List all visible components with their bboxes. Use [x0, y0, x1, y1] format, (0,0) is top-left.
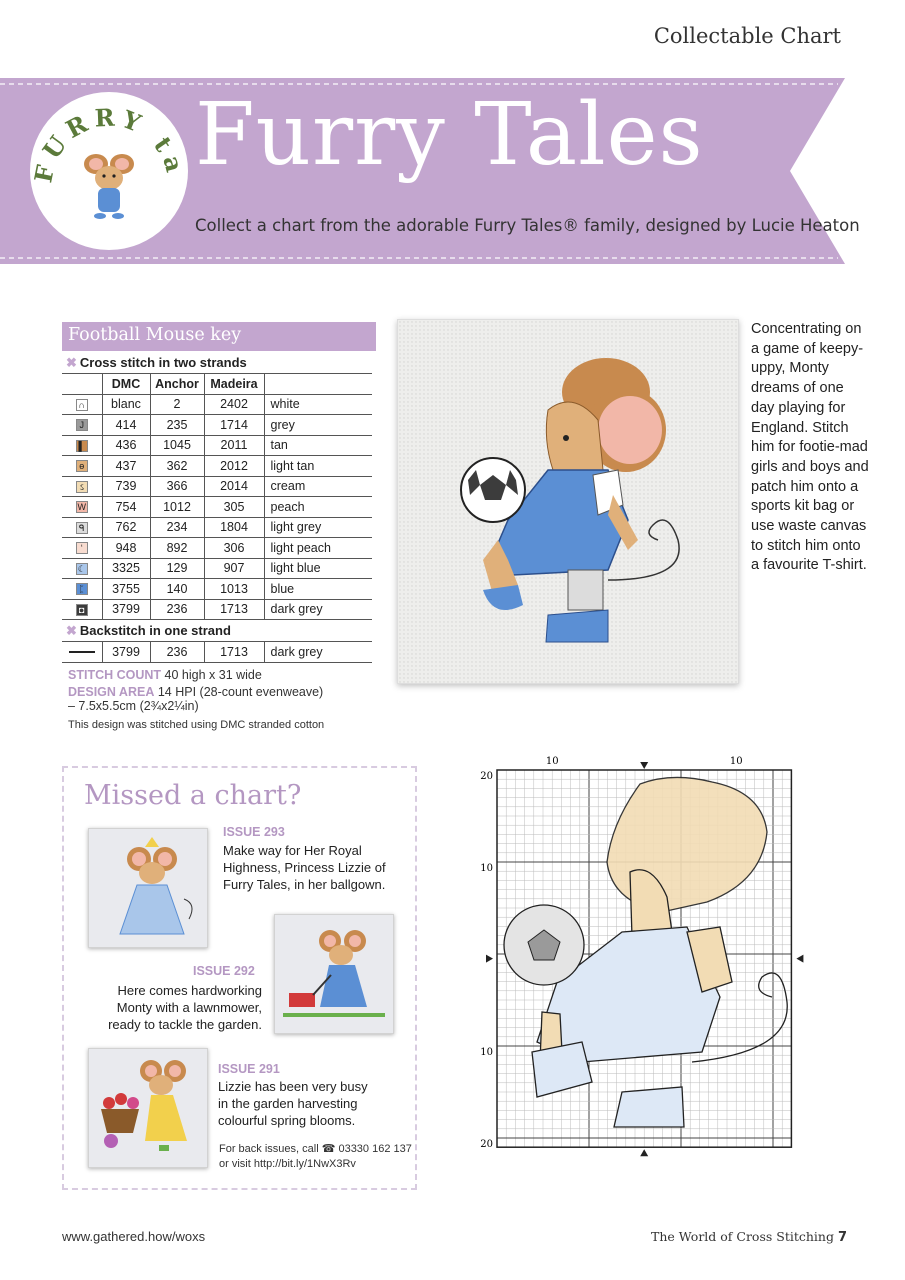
lawnmower-mouse-image: [275, 915, 393, 1033]
page-number: 7: [837, 1230, 847, 1245]
chart-artwork: [504, 777, 787, 1127]
thread-symbol-icon: W: [77, 502, 86, 513]
chart-description: Concentrating on a game of keepy-uppy, Monty dreams of one day playing for England. Stitch him for footie-mad girls and boys and patch him onto a sports kit bag or use waste canvas to stitch him onto a favourite T-shirt.: [751, 321, 869, 574]
key-row: J 414 235 1714 grey: [62, 415, 372, 436]
chart-top-label: 10: [545, 756, 559, 767]
key-header-row: [62, 374, 372, 395]
thread-symbol-icon: ☾: [77, 563, 86, 574]
chart-left-label: 10: [480, 863, 493, 875]
key-row: ◘ 3799 236 1713 dark grey: [62, 599, 372, 620]
stitched-photo: [397, 319, 739, 684]
backstitch-table: [62, 641, 372, 663]
chart-left-label: 20: [480, 1139, 493, 1151]
back-issues-link[interactable]: or visit http://bit.ly/1NwX3Rv: [219, 1158, 356, 1170]
issue-293-thumbnail[interactable]: [88, 828, 208, 948]
page-title: Furry Tales: [195, 85, 704, 185]
col-madeira: Madeira: [204, 374, 264, 395]
centre-arrow-icon: [796, 955, 803, 963]
stitch-count: STITCH COUNT 40 high x 31 wide: [68, 668, 262, 682]
thread-symbol-icon: ∩: [76, 399, 88, 411]
col-anchor: Anchor: [150, 374, 204, 395]
issue-292-label: ISSUE 292: [193, 964, 255, 978]
issue-291-thumbnail[interactable]: [88, 1048, 208, 1168]
thread-symbol-icon: ઽ: [76, 481, 88, 493]
key-row: ∩ blanc 2 2402 white: [62, 394, 372, 415]
chart-left-label: 20: [480, 771, 493, 783]
thread-symbol-icon: ɵ: [76, 460, 88, 472]
issue-293-text: Make way for Her Royal Highness, Princess Lizzie of Furry Tales, in her ballgown.: [223, 843, 386, 892]
key-row: ʻ 948 892 306 light peach: [62, 538, 372, 559]
page-subtitle: Collect a chart from the adorable Furry Tales® family, designed by Lucie Heaton: [195, 216, 860, 235]
football-mouse-image: [398, 320, 738, 683]
issue-291-label: ISSUE 291: [218, 1062, 280, 1076]
centre-arrow-icon: [640, 762, 648, 769]
issue-291-text: Lizzie has been very busy in the garden harvesting colourful spring blooms.: [218, 1079, 368, 1128]
cross-icon: ✖: [66, 355, 77, 370]
thread-symbol-icon: ʻ: [76, 542, 88, 554]
backstitch-line-icon: [69, 651, 95, 653]
chart-left-label: 10: [480, 1047, 493, 1059]
logo-text: FURRY ta: [30, 102, 188, 186]
key-row: ɵ 437 362 2012 light tan: [62, 456, 372, 477]
thread-symbol-icon: ᑫ: [76, 522, 88, 534]
col-dmc: DMC: [102, 374, 150, 395]
back-issues-info: For back issues, call ☎ 03330 162 137 or visit http://bit.ly/1NwX3Rv: [219, 1143, 412, 1170]
backstitch-row: 3799 236 1713 dark grey: [62, 642, 372, 663]
centre-arrow-icon: [640, 1149, 648, 1156]
footer-url[interactable]: www.gathered.how/woxs: [62, 1229, 206, 1244]
footer-magazine: The World of Cross Stitching 7: [651, 1229, 847, 1245]
issue-293-label: ISSUE 293: [223, 825, 285, 839]
key-table: [62, 373, 372, 620]
key-row: ▌ 436 1045 2011 tan: [62, 435, 372, 456]
thread-symbol-icon: J: [76, 419, 88, 431]
design-area: DESIGN AREA 14 HPI (28-count evenweave): [68, 685, 324, 699]
furry-tales-logo: [30, 92, 188, 250]
backstitch-label: ✖ Backstitch in one strand: [66, 623, 231, 638]
key-row: ઽ 739 366 2014 cream: [62, 476, 372, 497]
section-label: Collectable Chart: [653, 24, 841, 48]
mouse-logo-icon: [30, 92, 188, 250]
thread-note: This design was stitched using DMC stranded cotton: [68, 719, 325, 731]
key-row: W 754 1012 305 peach: [62, 497, 372, 518]
issue-292-text: Here comes hardworking Monty with a lawnmower, ready to tackle the garden.: [108, 983, 262, 1032]
thread-symbol-icon: ◘: [76, 604, 88, 616]
centre-arrow-icon: [486, 955, 493, 963]
key-row: ᑫ 762 234 1804 light grey: [62, 517, 372, 538]
thread-symbol-icon: ᛈ: [76, 583, 88, 595]
key-title: Football Mouse key: [62, 322, 376, 351]
key-row: ᛈ 3755 140 1013 blue: [62, 579, 372, 600]
cross-icon: ✖: [66, 623, 77, 638]
issue-292-thumbnail[interactable]: [274, 914, 394, 1034]
key-row: ☾ 3325 129 907 light blue: [62, 558, 372, 579]
design-area-size: – 7.5x5.5cm (2¾x2¼in): [68, 699, 199, 713]
cross-stitch-chart: [462, 752, 807, 1162]
chart-top-label: 10: [729, 756, 743, 767]
wheelbarrow-mouse-image: [89, 1049, 207, 1167]
missed-chart-title: Missed a chart?: [84, 780, 302, 811]
cross-stitch-label: ✖ Cross stitch in two strands: [66, 355, 247, 370]
princess-mouse-image: [89, 829, 207, 947]
thread-symbol-icon: ▌: [76, 440, 88, 452]
